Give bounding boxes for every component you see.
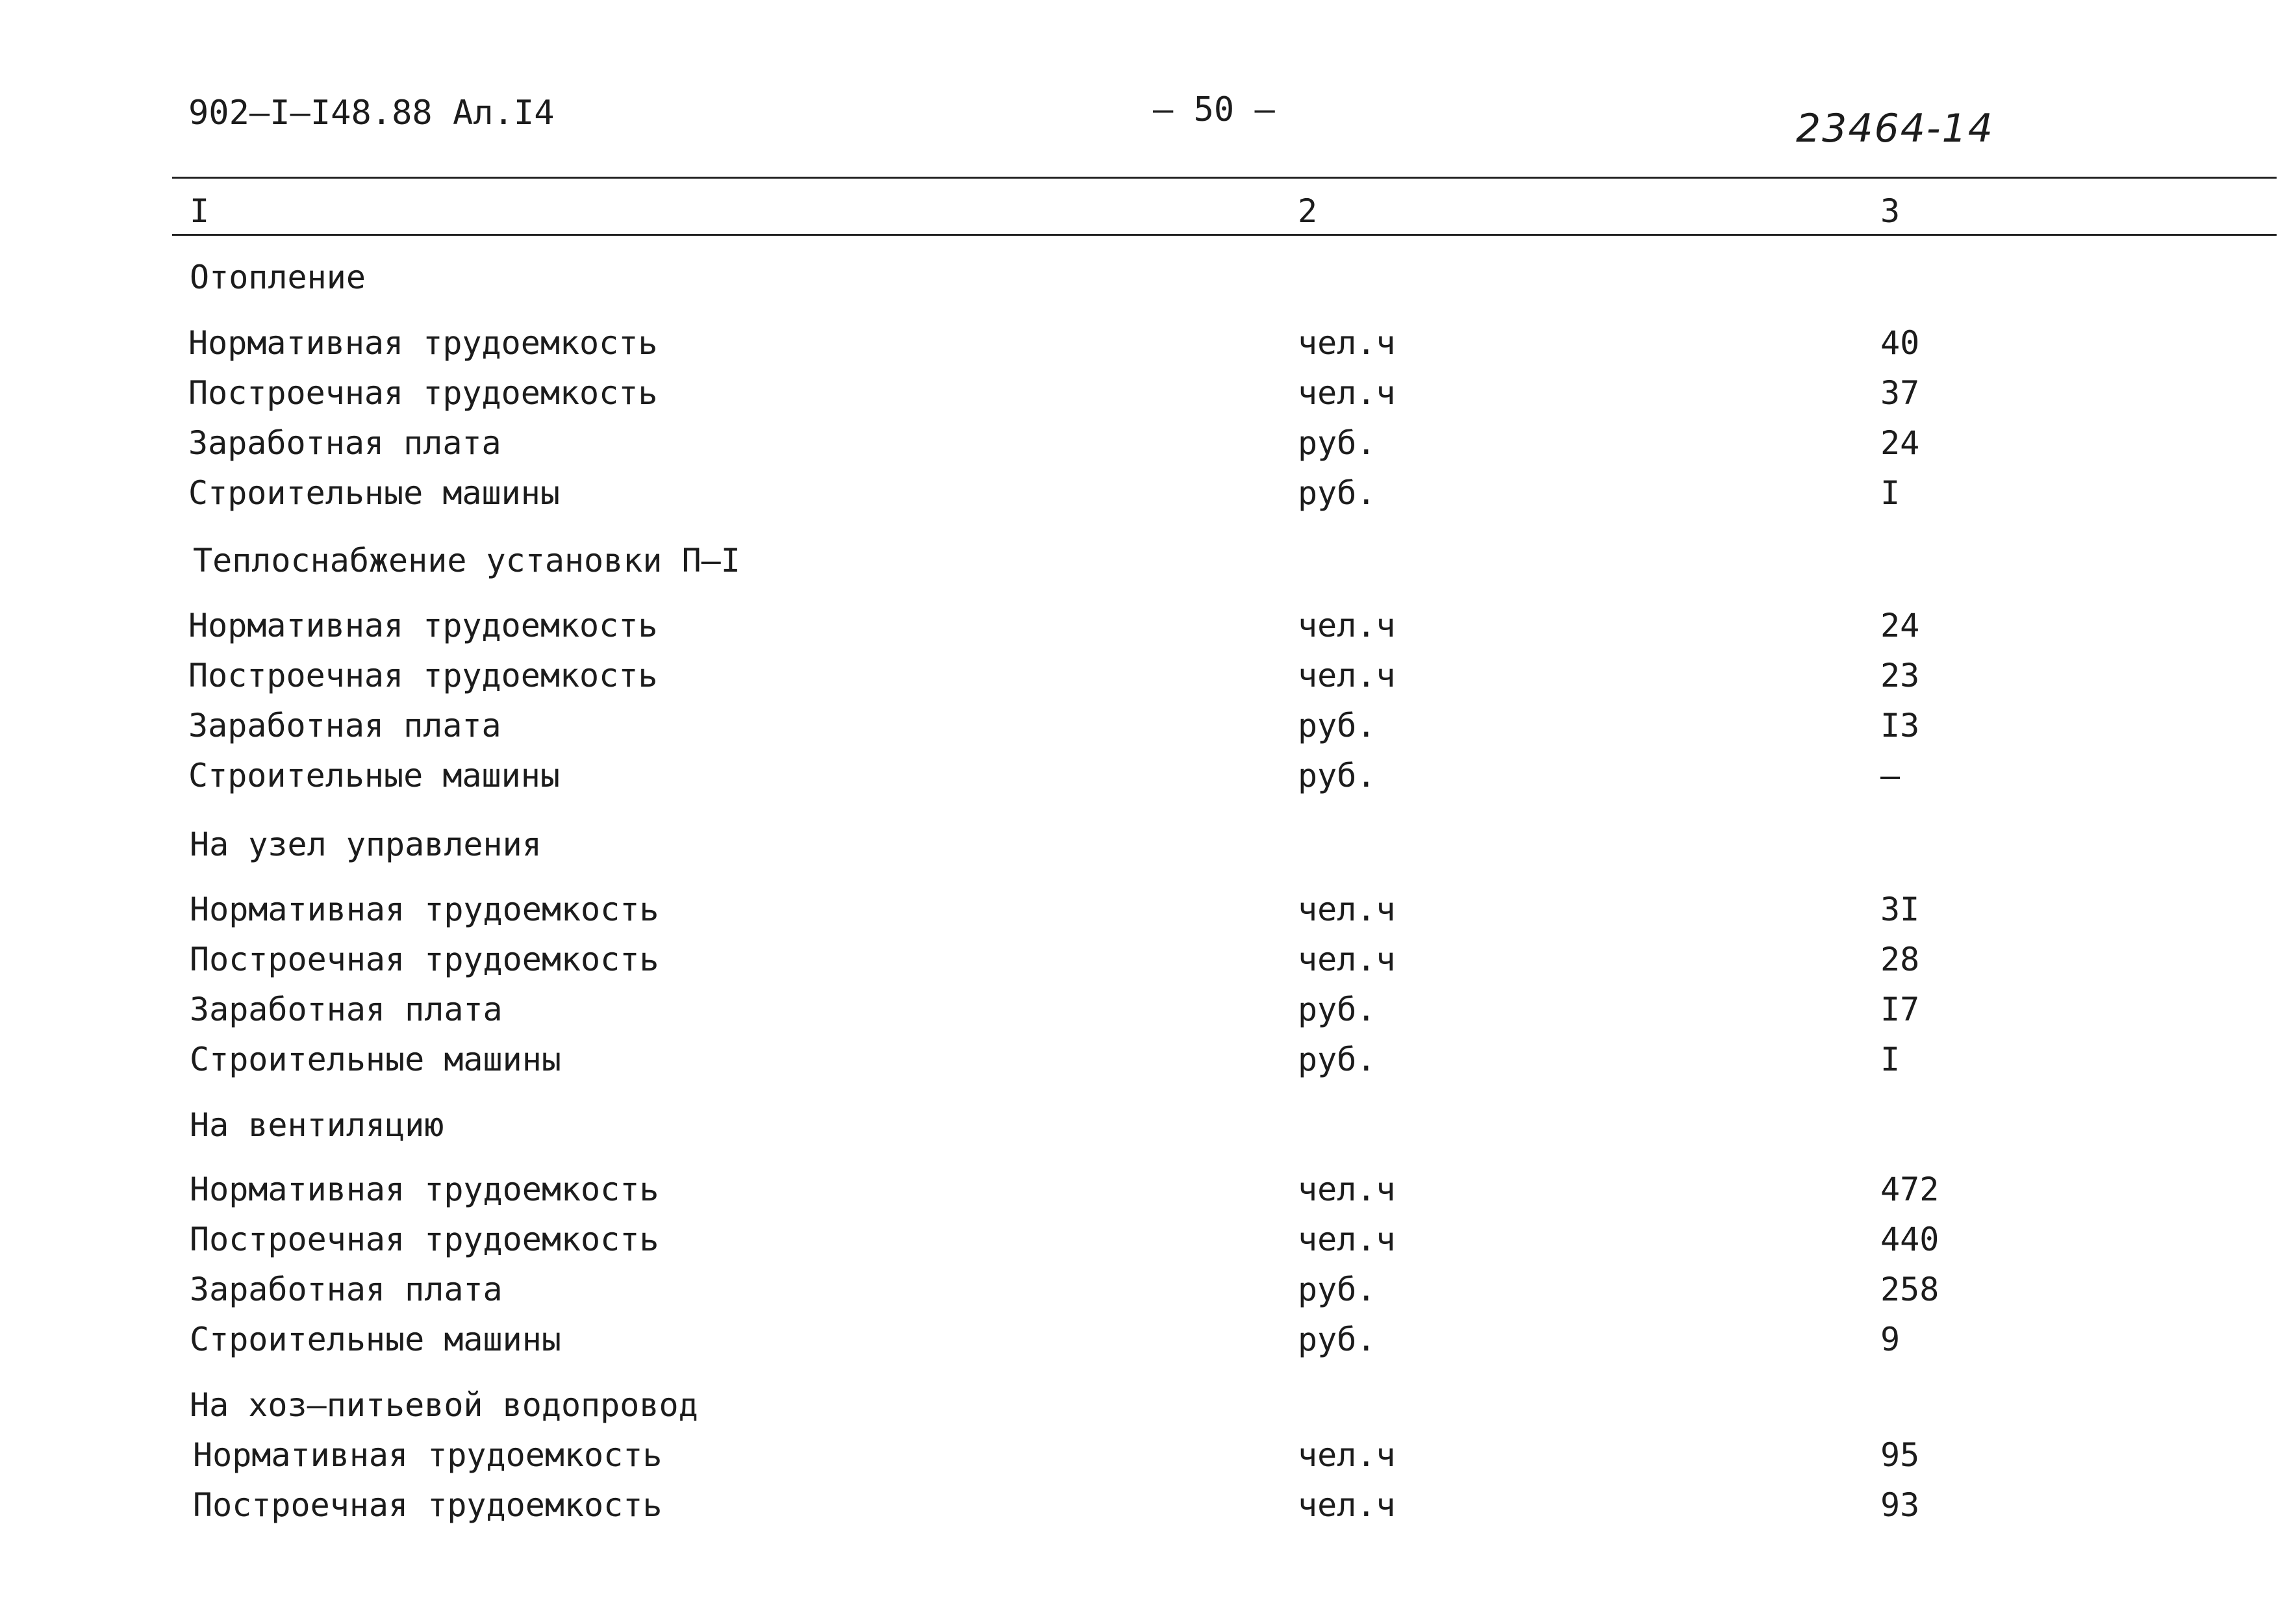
row-value: 23 bbox=[1880, 657, 1920, 694]
row-label: Заработная плата bbox=[190, 991, 503, 1028]
row-unit: чел.ч bbox=[1298, 607, 1396, 644]
row-unit: чел.ч bbox=[1298, 657, 1396, 694]
row-value: I bbox=[1880, 1041, 1901, 1078]
table-top-rule bbox=[172, 177, 2277, 179]
row-label: Построечная трудоемкость bbox=[190, 941, 659, 978]
row-label: Заработная плата bbox=[188, 424, 501, 462]
row-unit: чел.ч bbox=[1298, 1221, 1396, 1258]
row-label: Строительные машины bbox=[188, 474, 560, 512]
column-header-2: 2 bbox=[1298, 192, 1318, 230]
row-value: 37 bbox=[1880, 374, 1920, 412]
row-unit: чел.ч bbox=[1298, 1171, 1396, 1208]
row-value: 24 bbox=[1880, 607, 1920, 644]
row-unit: чел.ч bbox=[1298, 1436, 1396, 1474]
row-label: Нормативная трудоемкость bbox=[188, 607, 658, 644]
row-unit: чел.ч bbox=[1298, 324, 1396, 362]
row-value: 258 bbox=[1880, 1271, 1940, 1308]
row-label: Построечная трудоемкость bbox=[188, 657, 658, 694]
row-label: Нормативная трудоемкость bbox=[193, 1436, 663, 1474]
document-code: 902–I–I48.88 Ал.I4 bbox=[188, 94, 555, 133]
column-header-3: 3 bbox=[1880, 192, 1901, 230]
row-unit: чел.ч bbox=[1298, 941, 1396, 978]
section-title: На вентиляцию bbox=[190, 1106, 444, 1144]
row-label: Построечная трудоемкость bbox=[193, 1486, 663, 1524]
row-value: – bbox=[1880, 757, 1901, 794]
row-label: Заработная плата bbox=[188, 707, 501, 744]
row-value: 93 bbox=[1880, 1486, 1920, 1524]
row-label: Строительные машины bbox=[190, 1321, 561, 1358]
row-value: I3 bbox=[1880, 707, 1920, 744]
row-label: Заработная плата bbox=[190, 1271, 503, 1308]
row-value: 24 bbox=[1880, 424, 1920, 462]
row-value: I7 bbox=[1880, 991, 1920, 1028]
inventory-number: 23464-14 bbox=[1796, 106, 1994, 151]
page-number: – 50 – bbox=[1153, 90, 1275, 129]
row-unit: руб. bbox=[1298, 1321, 1376, 1358]
row-value: 95 bbox=[1880, 1436, 1920, 1474]
column-header-1: I bbox=[190, 192, 210, 230]
row-label: Нормативная трудоемкость bbox=[190, 1171, 659, 1208]
section-title: Отопление bbox=[190, 259, 366, 296]
row-unit: руб. bbox=[1298, 1041, 1376, 1078]
row-unit: руб. bbox=[1298, 1271, 1376, 1308]
row-unit: руб. bbox=[1298, 474, 1376, 512]
row-value: I bbox=[1880, 474, 1901, 512]
section-title: На хоз–питьевой водопровод bbox=[190, 1386, 698, 1424]
section-title: Теплоснабжение установки П–I bbox=[193, 542, 740, 579]
row-unit: руб. bbox=[1298, 757, 1376, 794]
row-unit: чел.ч bbox=[1298, 891, 1396, 928]
row-value: 28 bbox=[1880, 941, 1920, 978]
row-label: Строительные машины bbox=[188, 757, 560, 794]
row-unit: руб. bbox=[1298, 991, 1376, 1028]
section-title: На узел управления bbox=[190, 826, 542, 863]
row-unit: чел.ч bbox=[1298, 374, 1396, 412]
table-header-rule bbox=[172, 234, 2277, 236]
row-value: 472 bbox=[1880, 1171, 1940, 1208]
row-value: 440 bbox=[1880, 1221, 1940, 1258]
row-label: Построечная трудоемкость bbox=[188, 374, 658, 412]
row-label: Строительные машины bbox=[190, 1041, 561, 1078]
row-unit: чел.ч bbox=[1298, 1486, 1396, 1524]
row-label: Нормативная трудоемкость bbox=[188, 324, 658, 362]
row-unit: руб. bbox=[1298, 707, 1376, 744]
row-value: 9 bbox=[1880, 1321, 1901, 1358]
row-unit: руб. bbox=[1298, 424, 1376, 462]
row-label: Нормативная трудоемкость bbox=[190, 891, 659, 928]
row-value: 3I bbox=[1880, 891, 1920, 928]
row-value: 40 bbox=[1880, 324, 1920, 362]
row-label: Построечная трудоемкость bbox=[190, 1221, 659, 1258]
